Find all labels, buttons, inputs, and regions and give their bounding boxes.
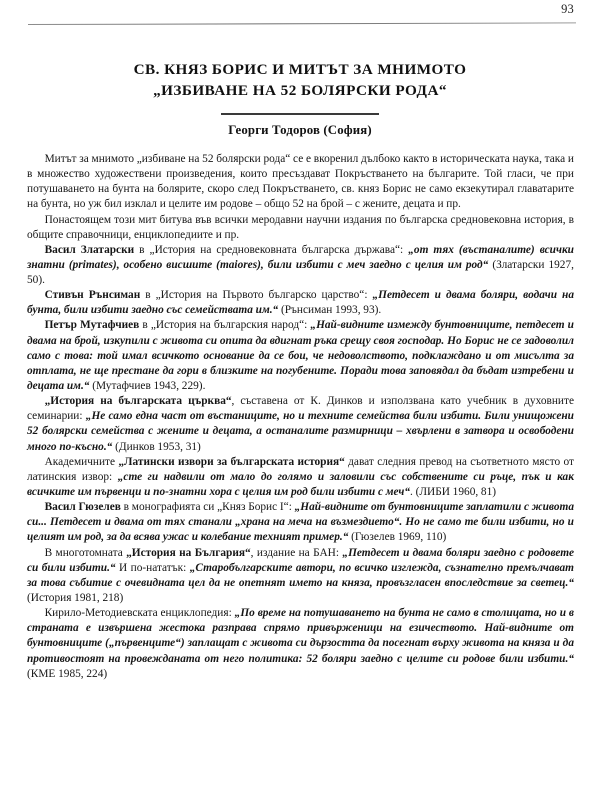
text-run: в „История на Първото българско царство“: <box>140 289 373 302</box>
page-header <box>0 0 600 26</box>
body-paragraph <box>27 546 574 607</box>
text-run: в „История на българския народ“: <box>139 319 311 332</box>
text-run: в „История на средновековната българска държава“: <box>134 243 409 256</box>
text-run: „История на българската църква“ <box>44 395 232 408</box>
text-run: „Старобългарските автори, по всичко изглежда, съзнателно премълчават за това събитие с очевидната цел да не опетнят името на княза, провъзгласен впоследствие за светец.“ <box>27 561 574 589</box>
text-run: „от тях (въстаналите) всички знатни (primates), особено висшите (maiores), били избити с меч заедно с целия им род“ <box>27 243 574 271</box>
text-run: „История на България“ <box>126 546 251 559</box>
text-run: „Най-видните от бунтовниците заплатили с живота си... Петдесет и двама от тях станали „храна на меча на възмездието“. Но не само те били избити, но и целият им род, за да всява ужас и колебание техният пример.“ <box>27 501 574 544</box>
text-run: Понастоящем този мит битува във всички меродавни научни издания по българска средновековна история, в общите справочници, енциклопедиите и пр. <box>27 213 574 241</box>
text-run: „Петдесет и двама боляри, водачи на бунта, били избити заедно със семействата им.“ <box>27 289 574 317</box>
page-number: 93 <box>561 2 574 16</box>
text-run: Васил Златарски <box>44 243 135 256</box>
text-run: (Динков 1953, 31) <box>112 440 201 453</box>
text-run: „Латински извори за българската история“ <box>118 455 345 468</box>
title-line-1: СВ. КНЯЗ БОРИС И МИТЪТ ЗА МНИМОТО <box>133 61 467 78</box>
text-run: Кирило-Методиевската енциклопедия: <box>44 607 235 620</box>
text-run: (Златарски 1927, 50). <box>27 258 574 287</box>
page-title <box>44 60 556 102</box>
body-paragraph <box>27 243 574 288</box>
text-run: в монографията си „Княз Борис I“: <box>120 501 295 514</box>
text-run: Петър Мутафчиев <box>44 319 140 332</box>
body-paragraph <box>27 318 574 394</box>
text-run: (КМЕ 1985, 224) <box>27 667 108 680</box>
text-run: „Петдесет и двама боляри заедно с родовете си били избити.“ <box>27 546 574 574</box>
text-run: Митът за мнимото „избиване на 52 болярски рода“ се е вкоренил дълбоко както в историческата наука, така и в множество художествени произведения, които пресъздават Покръстването на българите. Той гласи, че при потушаването на бунта на болярите, скоро след Покръстването, св. княз Борис не само екзекутирал главатарите на бунта, но уж бил изклал и целите им родове – общо 52 на брой – с жените, децата и пр. <box>27 152 574 211</box>
title-line-2: „ИЗБИВАНЕ НА 52 БОЛЯРСКИ РОДА“ <box>153 81 447 99</box>
text-run: (Рънсиман 1993, 93). <box>278 304 382 317</box>
text-run: И по-нататък: <box>115 561 190 574</box>
text-run: Васил Гюзелев <box>44 501 121 514</box>
text-run: Стивън Рънсиман <box>44 289 141 302</box>
text-run: „сте ги надвили от мало до голямо и заловили със собствените си ръце, пък и как всичките им първенци и по-знатни хора с целия им род били избити с меч“ <box>27 470 574 499</box>
article-body <box>27 152 574 682</box>
text-run: „Не само една част от въстаниците, но и техните семейства били избити. Били унищожени 52 болярски семейства с жените и децата, а останалите размирници – хвърлени в затвора и освободени много по-късно.“ <box>27 410 574 453</box>
body-paragraph <box>27 213 574 243</box>
body-paragraph <box>27 606 574 682</box>
body-paragraph <box>27 500 574 545</box>
author-byline: Георги Тодоров (София) <box>228 122 372 137</box>
text-run: (Мутафчиев 1943, 229). <box>89 380 206 393</box>
text-run: (История 1981, 218) <box>27 592 124 605</box>
text-run: (Гюзелев 1969, 110) <box>348 531 447 544</box>
text-run: В многотомната <box>44 546 127 559</box>
header-rule <box>28 22 576 25</box>
text-run: , издание на БАН: <box>250 546 343 559</box>
text-run: Академичните <box>44 455 119 468</box>
title-block <box>44 60 556 138</box>
body-paragraph <box>27 288 574 318</box>
text-run: „По време на потушаването на бунта не само в столицата, но и в страната е извършена жестока разправа спрямо привърженици на езичеството. Най-видните от бунтовниците („първенците“) заплащат с живота си дързостта да посегнат върху живота на княза и да противостоят на провежданата от него политика: 52 боляри заедно с целите си родове били избити.“ <box>27 607 574 665</box>
body-paragraph <box>27 152 574 213</box>
text-run: , съставена от К. Динков и използвана като учебник в духовните семинарии: <box>27 395 574 423</box>
byline-divider <box>221 113 379 115</box>
text-run: . (ЛИБИ 1960, 81) <box>410 486 497 499</box>
text-run: дават следния превод на съответното място от латинския извор: <box>27 455 574 483</box>
body-paragraph <box>27 455 574 500</box>
body-paragraph <box>27 394 574 455</box>
text-run: „Най-видните измежду бунтовниците, петдесет и двама на брой, изкупили с живота си опита да вдигнат ръка срещу своя господар. Но Борис не се задоволил само с това: той имал всичкото основание да се бои, че недоволството, подклаждано и от мисълта за отплата, не ще престане да гори в близките на погубените. Поради това заповядал да бъдат изтребени и децата им.“ <box>27 319 574 393</box>
